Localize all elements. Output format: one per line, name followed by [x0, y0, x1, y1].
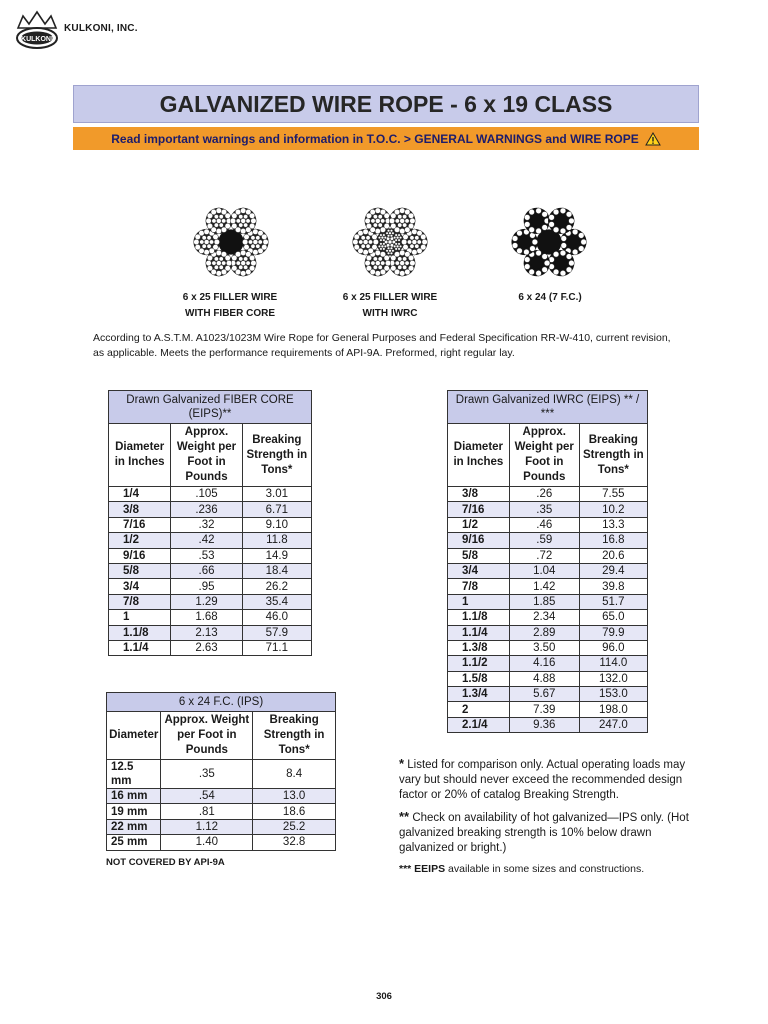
diameter-cell: 7/8	[448, 579, 510, 594]
column-header: Diameter in Inches	[448, 424, 510, 487]
filler-wire-iwrc-icon	[351, 203, 429, 281]
footnotes	[399, 756, 709, 883]
strength-cell: 65.0	[579, 610, 647, 625]
weight-cell: 4.16	[509, 656, 579, 671]
weight-cell: 3.50	[509, 640, 579, 655]
diameter-cell: 1.1/2	[448, 656, 510, 671]
column-header: Breaking Strength in Tons*	[579, 424, 647, 487]
diameter-cell: 19 mm	[107, 804, 161, 819]
table-row	[448, 656, 648, 671]
table-row	[448, 640, 648, 655]
strength-cell: 10.2	[579, 502, 647, 517]
strength-cell: 13.0	[253, 789, 336, 804]
fiber-core-table	[108, 390, 312, 656]
column-header: Approx. Weight per Foot in Pounds	[161, 712, 253, 760]
weight-cell: .81	[161, 804, 253, 819]
weight-cell: .54	[161, 789, 253, 804]
svg-text:KULKONI: KULKONI	[21, 36, 53, 43]
diameter-cell: 1	[448, 594, 510, 609]
diameter-cell: 3/4	[448, 563, 510, 578]
diameter-cell: 9/16	[109, 548, 171, 563]
table-row	[448, 625, 648, 640]
weight-cell: .66	[171, 563, 242, 578]
table-row	[448, 517, 648, 532]
weight-cell: 2.13	[171, 625, 242, 640]
strength-cell: 20.6	[579, 548, 647, 563]
diameter-cell: 2.1/4	[448, 717, 510, 732]
strength-cell: 11.8	[242, 533, 311, 548]
weight-cell: .35	[161, 760, 253, 789]
weight-cell: .42	[171, 533, 242, 548]
table-row	[109, 594, 312, 609]
footnote-text: available in some sizes and constructions.	[445, 863, 645, 875]
table-row	[448, 579, 648, 594]
diameter-cell: 1.3/8	[448, 640, 510, 655]
caption-line: 6 x 25 FILLER WIRE	[182, 292, 278, 303]
table-row	[107, 819, 336, 834]
weight-cell: .59	[509, 533, 579, 548]
footnote-text: Check on availability of hot galvanized—IPS only. (Hot galvanized breaking strength is 10% below drawn galvanized or bright.)	[399, 812, 689, 854]
diameter-cell: 7/8	[109, 594, 171, 609]
intro-paragraph: According to A.S.T.M. A1023/1023M Wire Rope for General Purposes and Federal Specification RR-W-410, current revision, as applicable. Meets the performance requirements of API-9A. Preformed, right regular lay.	[93, 332, 671, 359]
footnote-marker: **	[399, 809, 410, 824]
company-name: KULKONI, INC.	[64, 23, 138, 34]
table-row	[448, 594, 648, 609]
weight-cell: 2.89	[509, 625, 579, 640]
weight-cell: 1.04	[509, 563, 579, 578]
diameter-cell: 1.3/4	[448, 687, 510, 702]
table-row	[109, 563, 312, 578]
page-title: GALVANIZED WIRE ROPE - 6 x 19 CLASS	[73, 85, 699, 123]
table-row	[448, 717, 648, 732]
weight-cell: 1.42	[509, 579, 579, 594]
diameter-cell: 1	[109, 610, 171, 625]
strength-cell: 35.4	[242, 594, 311, 609]
strength-cell: 7.55	[579, 487, 647, 502]
strength-cell: 13.3	[579, 517, 647, 532]
page-number: 306	[376, 991, 392, 1002]
api-note: NOT COVERED BY API-9A	[106, 857, 225, 868]
footnote-text: Listed for comparison only. Actual operating loads may vary but should never exceed the recommended design factor or 20% of catalog Breaking Strength.	[399, 759, 686, 801]
weight-cell: .26	[509, 487, 579, 502]
strength-cell: 198.0	[579, 702, 647, 717]
table-row	[448, 502, 648, 517]
strength-cell: 18.6	[253, 804, 336, 819]
column-header: Breaking Strength in Tons*	[253, 712, 336, 760]
strength-cell: 25.2	[253, 819, 336, 834]
strength-cell: 32.8	[253, 835, 336, 850]
table-caption: Drawn Galvanized IWRC (EIPS) ** / ***	[448, 391, 648, 424]
warning-banner[interactable]	[73, 127, 699, 150]
strength-cell: 26.2	[242, 579, 311, 594]
diameter-cell: 5/8	[109, 563, 171, 578]
table-row	[107, 804, 336, 819]
table-row	[109, 548, 312, 563]
diameter-cell: 2	[448, 702, 510, 717]
strength-cell: 9.10	[242, 517, 311, 532]
caption-line: WITH FIBER CORE	[185, 308, 275, 319]
table-row	[109, 625, 312, 640]
diameter-cell: 1/2	[109, 533, 171, 548]
diameter-cell: 3/4	[109, 579, 171, 594]
weight-cell: .32	[171, 517, 242, 532]
table-row	[448, 548, 648, 563]
diameter-cell: 12.5 mm	[107, 760, 161, 789]
weight-cell: 2.63	[171, 640, 242, 655]
footnote-marker: *** EEIPS	[399, 863, 446, 875]
table-row	[448, 702, 648, 717]
table-row	[448, 610, 648, 625]
table-row	[109, 487, 312, 502]
table-row	[107, 789, 336, 804]
kulkoni-logo	[14, 10, 60, 52]
strength-cell: 16.8	[579, 533, 647, 548]
table-row	[109, 517, 312, 532]
weight-cell: .105	[171, 487, 242, 502]
weight-cell: 1.12	[161, 819, 253, 834]
strength-cell: 96.0	[579, 640, 647, 655]
weight-cell: .95	[171, 579, 242, 594]
table-row	[109, 533, 312, 548]
footnote-2	[399, 809, 709, 856]
weight-cell: .46	[509, 517, 579, 532]
fc-6x24-table	[106, 692, 336, 851]
table-caption: 6 x 24 F.C. (IPS)	[107, 693, 336, 712]
strength-cell: 6.71	[242, 502, 311, 517]
diameter-cell: 7/16	[448, 502, 510, 517]
strength-cell: 153.0	[579, 687, 647, 702]
diameter-cell: 7/16	[109, 517, 171, 532]
weight-cell: 5.67	[509, 687, 579, 702]
column-header: Diameter	[107, 712, 161, 760]
strength-cell: 114.0	[579, 656, 647, 671]
diameter-cell: 5/8	[448, 548, 510, 563]
column-header: Breaking Strength in Tons*	[242, 424, 311, 487]
table-row	[109, 610, 312, 625]
strength-cell: 247.0	[579, 717, 647, 732]
diameter-cell: 3/8	[109, 502, 171, 517]
diameter-cell: 1.1/8	[448, 610, 510, 625]
iwrc-table	[447, 390, 648, 733]
diameter-cell: 1/4	[109, 487, 171, 502]
caption-line: 6 x 25 FILLER WIRE	[342, 292, 438, 303]
weight-cell: 1.85	[509, 594, 579, 609]
table-row	[109, 502, 312, 517]
strength-cell: 39.8	[579, 579, 647, 594]
fiber-core-6x24-icon	[510, 203, 588, 281]
strength-cell: 29.4	[579, 563, 647, 578]
strength-cell: 8.4	[253, 760, 336, 789]
caption-line: WITH IWRC	[362, 308, 418, 319]
strength-cell: 3.01	[242, 487, 311, 502]
table-row	[107, 760, 336, 789]
diameter-cell: 1.1/4	[448, 625, 510, 640]
strength-cell: 18.4	[242, 563, 311, 578]
strength-cell: 79.9	[579, 625, 647, 640]
table-row	[107, 835, 336, 850]
table-row	[109, 579, 312, 594]
column-header: Approx. Weight per Foot in Pounds	[509, 424, 579, 487]
construction-caption-6x24	[480, 290, 620, 306]
weight-cell: 4.88	[509, 671, 579, 686]
weight-cell: 9.36	[509, 717, 579, 732]
strength-cell: 132.0	[579, 671, 647, 686]
table-caption: Drawn Galvanized FIBER CORE (EIPS)**	[109, 391, 312, 424]
strength-cell: 51.7	[579, 594, 647, 609]
weight-cell: 2.34	[509, 610, 579, 625]
weight-cell: .53	[171, 548, 242, 563]
diameter-cell: 3/8	[448, 487, 510, 502]
weight-cell: 1.29	[171, 594, 242, 609]
weight-cell: .72	[509, 548, 579, 563]
weight-cell: 1.68	[171, 610, 242, 625]
construction-caption-fiber-core	[160, 290, 300, 322]
diameter-cell: 9/16	[448, 533, 510, 548]
diameter-cell: 1/2	[448, 517, 510, 532]
strength-cell: 71.1	[242, 640, 311, 655]
table-row	[448, 533, 648, 548]
caption-line: 6 x 24 (7 F.C.)	[518, 292, 582, 303]
diameter-cell: 25 mm	[107, 835, 161, 850]
table-row	[109, 640, 312, 655]
strength-cell: 57.9	[242, 625, 311, 640]
footnote-3	[399, 862, 709, 877]
warning-triangle-icon	[645, 132, 661, 146]
table-row	[448, 487, 648, 502]
column-header: Diameter in Inches	[109, 424, 171, 487]
filler-wire-fiber-core-icon	[192, 203, 270, 281]
footnote-1	[399, 756, 709, 803]
diameter-cell: 1.1/8	[109, 625, 171, 640]
diameter-cell: 1.1/4	[109, 640, 171, 655]
column-header: Approx. Weight per Foot in Pounds	[171, 424, 242, 487]
footnote-marker: *	[399, 756, 405, 771]
strength-cell: 46.0	[242, 610, 311, 625]
warning-text: Read important warnings and information in T.O.C. > GENERAL WARNINGS and WIRE ROPE	[111, 131, 639, 146]
diameter-cell: 1.5/8	[448, 671, 510, 686]
weight-cell: .35	[509, 502, 579, 517]
weight-cell: 1.40	[161, 835, 253, 850]
table-row	[448, 687, 648, 702]
table-row	[448, 563, 648, 578]
diameter-cell: 22 mm	[107, 819, 161, 834]
weight-cell: .236	[171, 502, 242, 517]
strength-cell: 14.9	[242, 548, 311, 563]
diameter-cell: 16 mm	[107, 789, 161, 804]
table-row	[448, 671, 648, 686]
weight-cell: 7.39	[509, 702, 579, 717]
construction-caption-iwrc	[320, 290, 460, 322]
